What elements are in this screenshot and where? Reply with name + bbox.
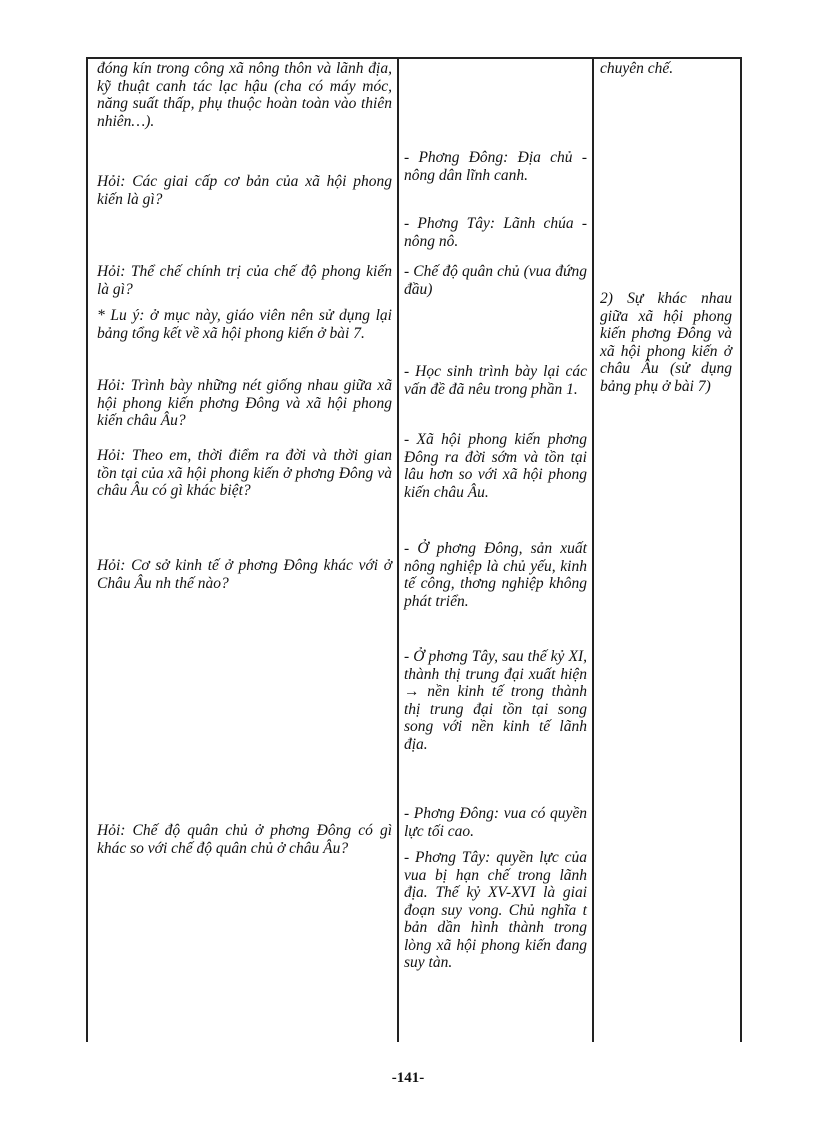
answer: - Phơng Đông: vua có quyền lực tối cao. <box>404 805 587 840</box>
question: Hỏi: Thể chế chính trị của chế độ phong kiến là gì? <box>97 263 392 298</box>
answer: - Phơng Tây: quyền lực của vua bị hạn chế trong lãnh địa. Thế kỷ XV-XVI là giai đoạn suy vong. Chủ nghĩa t bản dần hình thành trong lòng xã hội phong kiến đang suy tàn. <box>404 849 587 971</box>
table-divider-1 <box>397 57 399 1042</box>
teacher-note: * Lu ý: ở mục này, giáo viên nên sử dụng lại bảng tổng kết về xã hội phong kiến ở bài 7. <box>97 307 392 342</box>
answer: - Học sinh trình bày lại các vấn đề đã nêu trong phần 1. <box>404 363 587 398</box>
text-paragraph: chuyên chế. <box>600 60 674 77</box>
answer: - Phơng Đông: Địa chủ - nông dân lĩnh canh. <box>404 149 587 184</box>
table-border-left <box>86 57 88 1042</box>
answer: - Xã hội phong kiến phơng Đông ra đời sớm và tồn tại lâu hơn so với xã hội phong kiến châu Âu. <box>404 431 587 501</box>
table-divider-2 <box>592 57 594 1042</box>
question: Hỏi: Chế độ quân chủ ở phơng Đông có gì khác so với chế độ quân chủ ở châu Âu? <box>97 822 392 857</box>
answer: - Chế độ quân chủ (vua đứng đầu) <box>404 263 587 298</box>
question: Hỏi: Các giai cấp cơ bản của xã hội phong kiến là gì? <box>97 173 392 208</box>
text-paragraph: đóng kín trong công xã nông thôn và lãnh địa, kỹ thuật canh tác lạc hậu (cha có máy móc, năng suất thấp, phụ thuộc hoàn toàn vào thiên nhiên…). <box>97 60 392 130</box>
question: Hỏi: Theo em, thời điểm ra đời và thời gian tồn tại của xã hội phong kiến ở phơng Đông và châu Âu có gì khác biệt? <box>97 447 392 499</box>
section-heading: 2) Sự khác nhau giữa xã hội phong kiến phơng Đông và xã hội phong kiến ở châu Âu (sử dụng bảng phụ ở bài 7) <box>600 290 732 395</box>
page-number: -141- <box>391 1070 425 1086</box>
question: Hỏi: Trình bày những nét giống nhau giữa xã hội phong kiến phơng Đông và xã hội phong kiến châu Âu? <box>97 377 392 429</box>
answer: - Ở phơng Tây, sau thế kỷ XI, thành thị trung đại xuất hiện → nền kinh tế trong thành thị trung đại tồn tại song song với nền kinh tế lãnh địa. <box>404 648 587 753</box>
table-border-right <box>740 57 742 1042</box>
answer: - Phơng Tây: Lãnh chúa - nông nô. <box>404 215 587 250</box>
question: Hỏi: Cơ sở kinh tế ở phơng Đông khác với ở Châu Âu nh thế nào? <box>97 557 392 592</box>
answer: - Ở phơng Đông, sản xuất nông nghiệp là chủ yếu, kinh tế công, thơng nghiệp không phát triển. <box>404 540 587 610</box>
table-top-border <box>86 57 741 59</box>
